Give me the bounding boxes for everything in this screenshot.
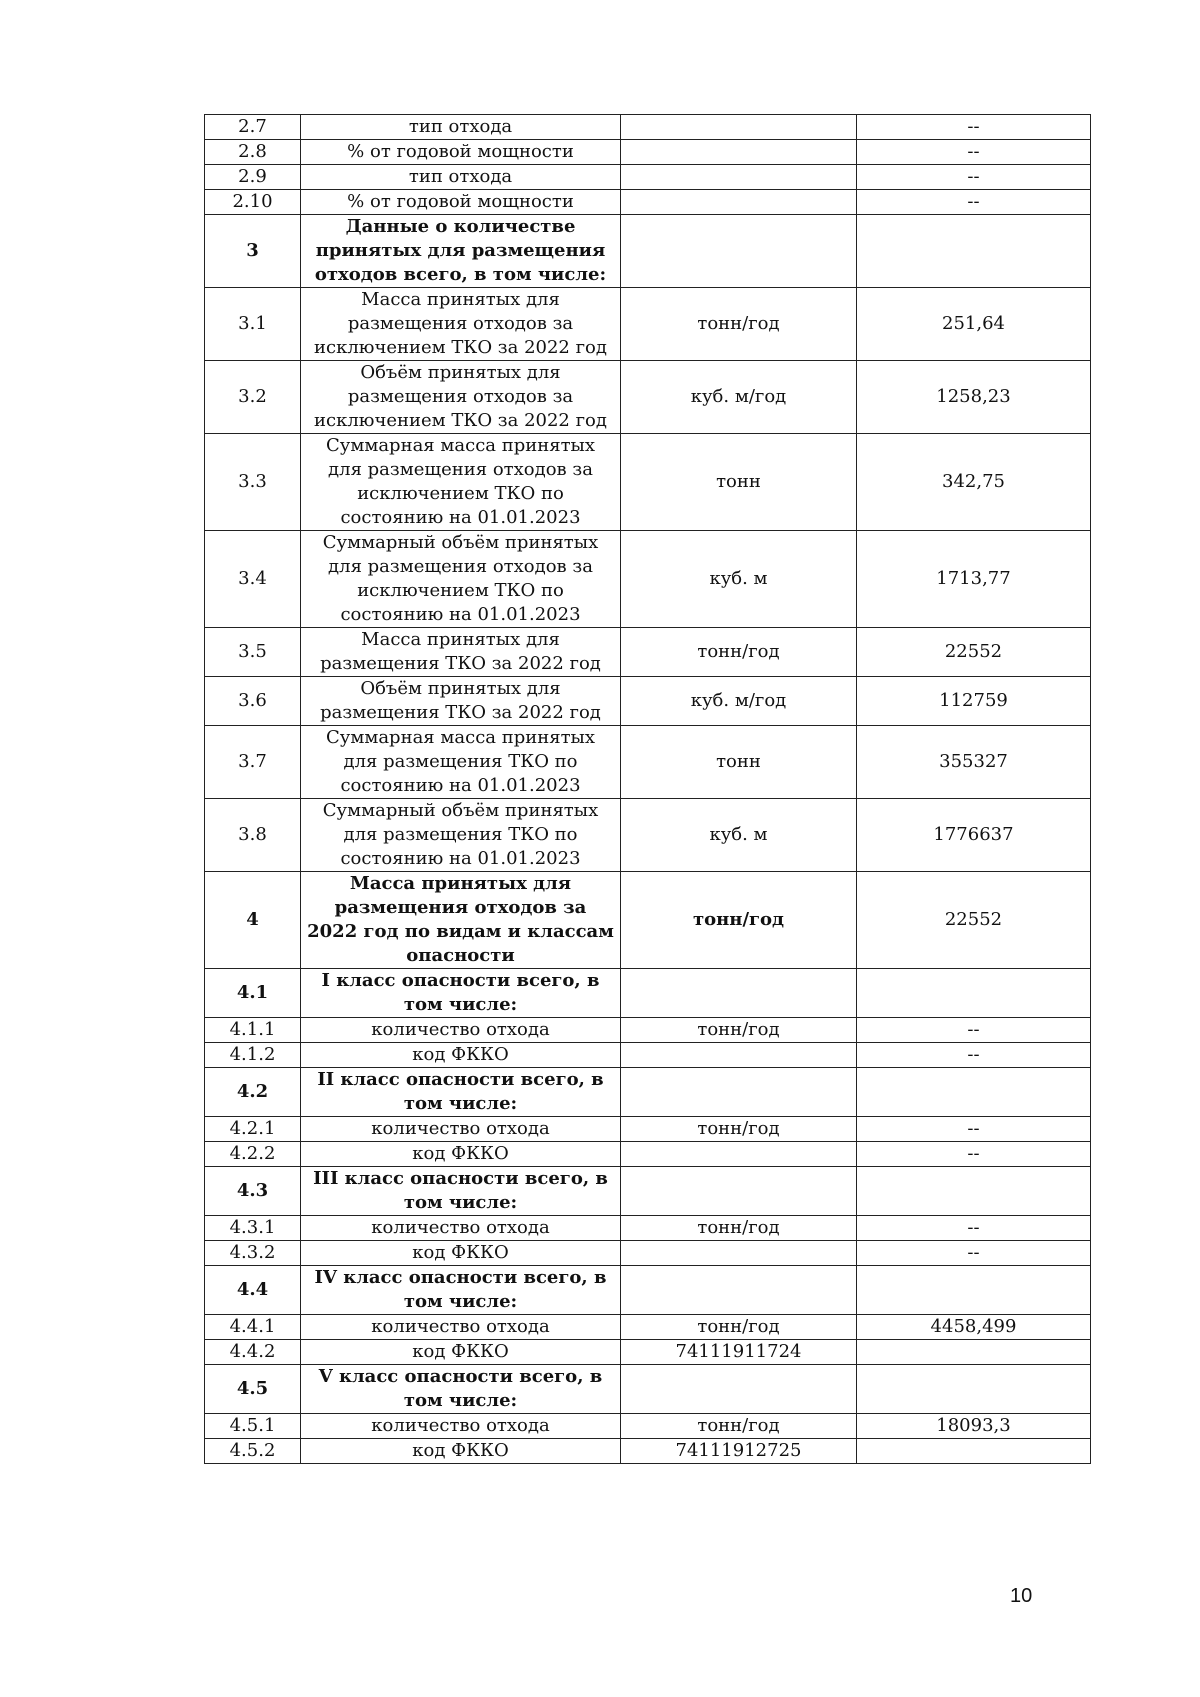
row-unit-cell: тонн/год <box>621 1117 857 1142</box>
table-row <box>205 1068 1091 1117</box>
row-value-cell <box>857 1068 1091 1117</box>
row-name-cell: V класс опасности всего, в том числе: <box>301 1365 621 1414</box>
row-number-cell: 2.9 <box>205 165 301 190</box>
table-row <box>205 1315 1091 1340</box>
row-name-cell: тип отхода <box>301 115 621 140</box>
row-value-cell: 112759 <box>857 677 1091 726</box>
row-value-cell: -- <box>857 165 1091 190</box>
row-name-cell: код ФККО <box>301 1142 621 1167</box>
table-row <box>205 628 1091 677</box>
row-name-cell: Объём принятых для размещения отходов за исключением ТКО за 2022 год <box>301 361 621 434</box>
row-value-cell <box>857 1266 1091 1315</box>
table-row <box>205 190 1091 215</box>
table-row <box>205 140 1091 165</box>
row-unit-cell: куб. м/год <box>621 677 857 726</box>
row-number-cell: 4.3.2 <box>205 1241 301 1266</box>
row-value-cell: 4458,499 <box>857 1315 1091 1340</box>
row-name-cell: Масса принятых для размещения отходов за исключением ТКО за 2022 год <box>301 288 621 361</box>
row-value-cell: 251,64 <box>857 288 1091 361</box>
row-value-cell: 18093,3 <box>857 1414 1091 1439</box>
row-unit-cell: тонн/год <box>621 1018 857 1043</box>
row-number-cell: 4.2 <box>205 1068 301 1117</box>
row-unit-cell: тонн <box>621 726 857 799</box>
table-row <box>205 1241 1091 1266</box>
row-number-cell: 4.4.1 <box>205 1315 301 1340</box>
row-number-cell: 3.2 <box>205 361 301 434</box>
row-unit-cell <box>621 1266 857 1315</box>
table-row <box>205 215 1091 288</box>
row-value-cell: -- <box>857 1018 1091 1043</box>
row-number-cell: 4.3.1 <box>205 1216 301 1241</box>
row-unit-cell <box>621 1043 857 1068</box>
row-unit-cell: 74111911724 <box>621 1340 857 1365</box>
row-value-cell <box>857 1167 1091 1216</box>
row-name-cell: Масса принятых для размещения ТКО за 2022 год <box>301 628 621 677</box>
row-name-cell: количество отхода <box>301 1216 621 1241</box>
row-value-cell: -- <box>857 115 1091 140</box>
row-number-cell: 4 <box>205 872 301 969</box>
row-value-cell: -- <box>857 1043 1091 1068</box>
row-unit-cell: куб. м/год <box>621 361 857 434</box>
row-name-cell: II класс опасности всего, в том числе: <box>301 1068 621 1117</box>
row-name-cell: Данные о количестве принятых для размещения отходов всего, в том числе: <box>301 215 621 288</box>
row-number-cell: 2.7 <box>205 115 301 140</box>
row-number-cell: 4.5.2 <box>205 1439 301 1464</box>
table-row <box>205 115 1091 140</box>
row-value-cell: -- <box>857 1142 1091 1167</box>
waste-data-table <box>204 114 1091 1464</box>
row-number-cell: 4.4.2 <box>205 1340 301 1365</box>
table-row <box>205 434 1091 531</box>
row-value-cell: -- <box>857 1241 1091 1266</box>
row-name-cell: Суммарная масса принятых для размещения ТКО по состоянию на 01.01.2023 <box>301 726 621 799</box>
row-number-cell: 2.8 <box>205 140 301 165</box>
row-unit-cell <box>621 969 857 1018</box>
row-name-cell: I класс опасности всего, в том числе: <box>301 969 621 1018</box>
row-value-cell <box>857 1439 1091 1464</box>
row-unit-cell: тонн/год <box>621 872 857 969</box>
row-name-cell: код ФККО <box>301 1241 621 1266</box>
row-number-cell: 3.5 <box>205 628 301 677</box>
table-row <box>205 1439 1091 1464</box>
row-name-cell: IV класс опасности всего, в том числе: <box>301 1266 621 1315</box>
row-number-cell: 3.8 <box>205 799 301 872</box>
row-value-cell: -- <box>857 1216 1091 1241</box>
row-unit-cell: тонн/год <box>621 1216 857 1241</box>
row-name-cell: Объём принятых для размещения ТКО за 2022 год <box>301 677 621 726</box>
row-number-cell: 3 <box>205 215 301 288</box>
row-number-cell: 4.5.1 <box>205 1414 301 1439</box>
row-unit-cell <box>621 1241 857 1266</box>
row-number-cell: 4.2.2 <box>205 1142 301 1167</box>
row-number-cell: 3.6 <box>205 677 301 726</box>
table-row <box>205 726 1091 799</box>
row-unit-cell <box>621 190 857 215</box>
row-value-cell: 22552 <box>857 872 1091 969</box>
table-row <box>205 1340 1091 1365</box>
table-row <box>205 969 1091 1018</box>
table-row <box>205 1216 1091 1241</box>
table-row <box>205 288 1091 361</box>
row-number-cell: 4.1 <box>205 969 301 1018</box>
row-name-cell: Масса принятых для размещения отходов за 2022 год по видам и классам опасности <box>301 872 621 969</box>
row-value-cell <box>857 215 1091 288</box>
table-body <box>205 115 1091 1464</box>
row-value-cell <box>857 969 1091 1018</box>
row-name-cell: Суммарный объём принятых для размещения отходов за исключением ТКО по состоянию на 01.01.2023 <box>301 531 621 628</box>
row-number-cell: 4.1.1 <box>205 1018 301 1043</box>
row-unit-cell <box>621 140 857 165</box>
table-row <box>205 1117 1091 1142</box>
row-value-cell <box>857 1365 1091 1414</box>
row-value-cell: -- <box>857 190 1091 215</box>
page-number: 10 <box>1010 1585 1033 1607</box>
row-number-cell: 4.3 <box>205 1167 301 1216</box>
row-name-cell: код ФККО <box>301 1439 621 1464</box>
table-row <box>205 872 1091 969</box>
row-value-cell: 22552 <box>857 628 1091 677</box>
row-unit-cell: тонн/год <box>621 628 857 677</box>
row-unit-cell <box>621 1365 857 1414</box>
row-value-cell: 1776637 <box>857 799 1091 872</box>
table-row <box>205 1266 1091 1315</box>
row-name-cell: количество отхода <box>301 1117 621 1142</box>
row-number-cell: 4.4 <box>205 1266 301 1315</box>
row-number-cell: 3.4 <box>205 531 301 628</box>
table-row <box>205 531 1091 628</box>
row-number-cell: 3.7 <box>205 726 301 799</box>
table-row <box>205 1414 1091 1439</box>
row-unit-cell: тонн <box>621 434 857 531</box>
row-unit-cell <box>621 115 857 140</box>
row-value-cell: 1258,23 <box>857 361 1091 434</box>
row-unit-cell: тонн/год <box>621 1315 857 1340</box>
row-value-cell: -- <box>857 140 1091 165</box>
row-number-cell: 3.1 <box>205 288 301 361</box>
row-number-cell: 4.2.1 <box>205 1117 301 1142</box>
table-row <box>205 799 1091 872</box>
row-name-cell: III класс опасности всего, в том числе: <box>301 1167 621 1216</box>
row-number-cell: 4.1.2 <box>205 1043 301 1068</box>
row-unit-cell: куб. м <box>621 531 857 628</box>
row-name-cell: количество отхода <box>301 1018 621 1043</box>
row-value-cell <box>857 1340 1091 1365</box>
row-name-cell: код ФККО <box>301 1043 621 1068</box>
row-unit-cell <box>621 215 857 288</box>
row-name-cell: тип отхода <box>301 165 621 190</box>
table-row <box>205 1018 1091 1043</box>
row-name-cell: % от годовой мощности <box>301 140 621 165</box>
row-number-cell: 3.3 <box>205 434 301 531</box>
row-value-cell: -- <box>857 1117 1091 1142</box>
table-row <box>205 677 1091 726</box>
row-name-cell: код ФККО <box>301 1340 621 1365</box>
row-name-cell: количество отхода <box>301 1315 621 1340</box>
row-value-cell: 342,75 <box>857 434 1091 531</box>
row-name-cell: % от годовой мощности <box>301 190 621 215</box>
row-unit-cell <box>621 1068 857 1117</box>
row-value-cell: 355327 <box>857 726 1091 799</box>
table-row <box>205 1142 1091 1167</box>
row-unit-cell: тонн/год <box>621 288 857 361</box>
row-name-cell: Суммарная масса принятых для размещения отходов за исключением ТКО по состоянию на 01.01.2023 <box>301 434 621 531</box>
row-unit-cell <box>621 1142 857 1167</box>
row-unit-cell: куб. м <box>621 799 857 872</box>
row-value-cell: 1713,77 <box>857 531 1091 628</box>
row-name-cell: Суммарный объём принятых для размещения ТКО по состоянию на 01.01.2023 <box>301 799 621 872</box>
row-unit-cell: тонн/год <box>621 1414 857 1439</box>
table-row <box>205 1365 1091 1414</box>
row-number-cell: 4.5 <box>205 1365 301 1414</box>
row-number-cell: 2.10 <box>205 190 301 215</box>
row-unit-cell <box>621 165 857 190</box>
table-row <box>205 1167 1091 1216</box>
table-row <box>205 165 1091 190</box>
table-row <box>205 361 1091 434</box>
row-unit-cell <box>621 1167 857 1216</box>
row-name-cell: количество отхода <box>301 1414 621 1439</box>
row-unit-cell: 74111912725 <box>621 1439 857 1464</box>
table-row <box>205 1043 1091 1068</box>
